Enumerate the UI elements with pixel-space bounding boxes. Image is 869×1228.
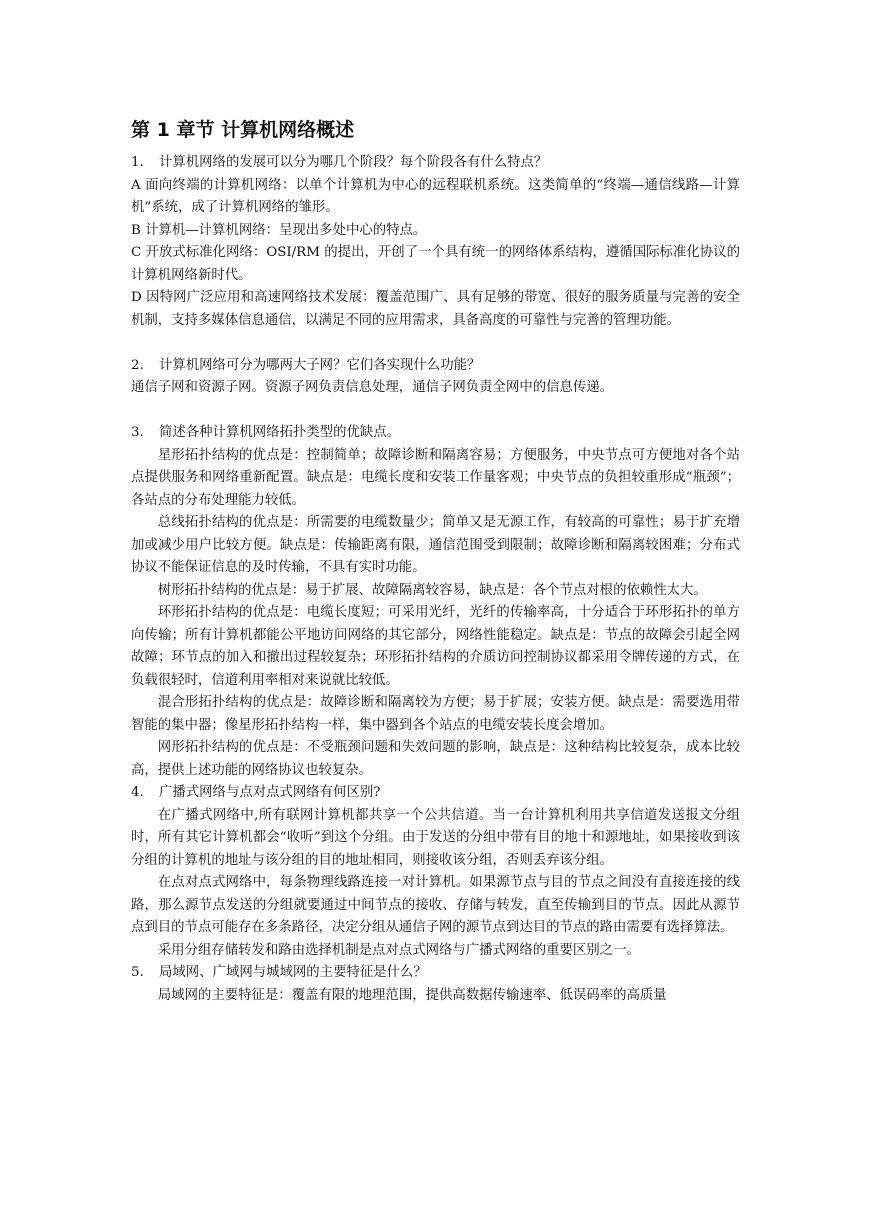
answer-3-mesh: 网形拓扑结构的优点是：不受瓶颈问题和失效问题的影响，缺点是：这种结构比较复杂，成本比较高，提供上述功能的网络协议也较复杂。 (131, 740, 740, 778)
question-number: 5. (131, 965, 144, 980)
question-5 (131, 962, 740, 985)
question-number: 1. (131, 155, 144, 170)
question-number: 2. (131, 357, 144, 373)
answer-1c: C 开放式标准化网络：OSI/RM 的提出，开创了一个具有统一的网络体系结构，遵循国际标准化协议的计算机网络新时代。 (131, 245, 740, 283)
answer-3-bus: 总线拓扑结构的优点是：所需要的电缆数量少；简单又是无源工作，有较高的可靠性；易于扩充增加或减少用户比较方便。缺点是：传输距离有限，通信范围受到限制；故障诊断和隔离较困难；分布式协议不能保证信息的及时传输，不具有实时功能。 (131, 515, 740, 575)
answer-1b: B 计算机—计算机网络：呈现出多处中心的特点。 (131, 222, 427, 238)
question-text: 计算机网络的发展可以分为哪几个阶段？每个阶段各有什么特点？ (159, 155, 548, 170)
answer-3-mixed: 混合形拓扑结构的优点是：故障诊断和隔离较为方便；易于扩展；安装方便。缺点是：需要选用带智能的集中器；像星形拓扑结构一样，集中器到各个站点的电缆安装长度会增加。 (131, 695, 740, 733)
answer-3-star: 星形拓扑结构的优点是：控制简单；故障诊断和隔离容易；方便服务，中央节点可方便地对各个站点提供服务和网络重新配置。缺点是：电缆长度和安装工作量客观；中央节点的负担较重形成“瓶颈”；各站点的分布处理能力较低。 (131, 447, 740, 508)
question-number: 4. (131, 785, 144, 800)
question-4 (131, 782, 740, 805)
answer-4-broadcast: 在广播式网络中,所有联网计算机都共享一个公共信道。当一台计算机利用共享信道发送报文分组时，所有其它计算机都会“收听”到这个分组。由于发送的分组中带有目的地十和源地址，如果接收到该分组的计算机的地址与该分组的目的地址相同，则接收该分组，否则丢弃该分组。 (131, 807, 740, 868)
question-text: 简述各种计算机网络拓扑类型的优缺点。 (159, 425, 401, 440)
question-number: 3. (131, 425, 144, 440)
spacer (131, 400, 740, 423)
spacer (131, 332, 740, 355)
question-text: 广播式网络与点对点式网络有何区别? (159, 785, 381, 800)
answer-1a: A 面向终端的计算机网络：以单个计算机为中心的远程联机系统。这类简单的“终端—通信线路—计算机”系统，成了计算机网络的雏形。 (131, 177, 740, 215)
answer-4-summary: 采用分组存储转发和路由选择机制是点对点式网络与广播式网络的重要区别之一。 (157, 942, 640, 958)
chapter-title: 第 1 章节 计算机网络概述 (131, 119, 355, 141)
answer-3-tree: 树形拓扑结构的优点是：易于扩展、故障隔离较容易，缺点是：各个节点对根的依赖性太大。 (157, 582, 707, 598)
document-page (131, 116, 740, 1007)
question-2 (131, 355, 740, 378)
answer-2: 通信子网和资源子网。资源子网负责信息处理，通信子网负责全网中的信息传递。 (131, 380, 614, 395)
question-1 (131, 152, 740, 175)
answer-4-p2p: 在点对点式网络中，每条物理线路连接一对计算机。如果源节点与目的节点之间没有直接连接的线路，那么源节点发送的分组就要通过中间节点的接收、存储与转发，直至传输到目的节点。因此从源节点到目的节点可能存在多条路径，决定分组从通信子网的源节点到达目的节点的路由需要有选择算法。 (131, 875, 740, 935)
answer-1d: D 因特网广泛应用和高速网络技术发展：覆盖范围广、具有足够的带宽、很好的服务质量与完善的安全机制，支持多媒体信息通信，以满足不同的应用需求，具备高度的可靠性与完善的管理功能。 (131, 290, 740, 328)
question-text: 计算机网络可分为哪两大子网？它们各实现什么功能？ (159, 357, 481, 373)
answer-3-ring: 环形拓扑结构的优点是：电缆长度短；可采用光纤，光纤的传输率高，十分适合于环形拓扑的单方向传输；所有计算机都能公平地访问网络的其它部分，网络性能稳定。缺点是：节点的故障会引起全网故障；环节点的加入和撤出过程较复杂；环形拓扑结构的介质访问控制协议都采用令牌传递的方式，在负载很轻时，信道利用率相对来说就比较低。 (131, 605, 740, 688)
question-3 (131, 422, 740, 445)
answer-5-lan: 局域网的主要特征是：覆盖有限的地理范围，提供高数据传输速率、低误码率的高质量 (157, 987, 667, 1003)
question-text: 局域网、广域网与城域网的主要特征是什么？ (159, 965, 427, 980)
